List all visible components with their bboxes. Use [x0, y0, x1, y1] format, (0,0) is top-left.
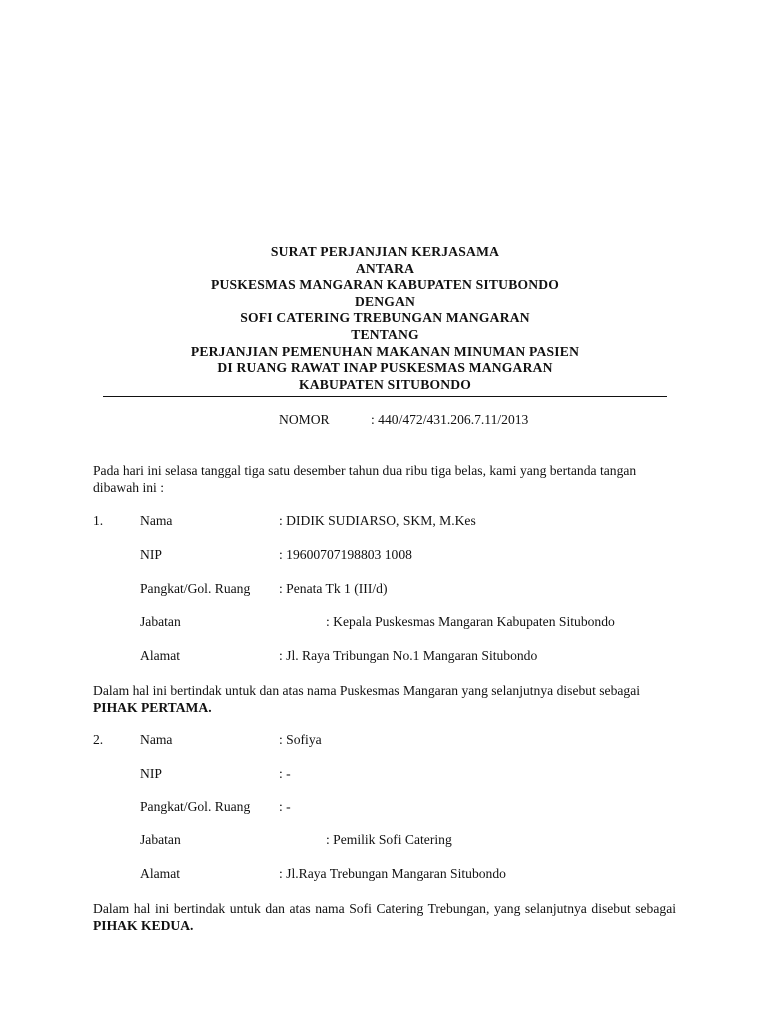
party2-position-label: Jabatan: [140, 832, 181, 847]
party1-address-label: Alamat: [140, 648, 181, 663]
title-line: SURAT PERJANJIAN KERJASAMA: [270, 244, 500, 259]
party1-rank-value: : Penata Tk 1 (III/d): [279, 581, 388, 596]
party1-position-value: : Kepala Puskesmas Mangaran Kabupaten Situbondo: [326, 614, 615, 629]
party2-address-label: Alamat: [140, 866, 181, 881]
party2-address-value: : Jl.Raya Trebungan Mangaran Situbondo: [279, 866, 506, 881]
party1-position-label: Jabatan: [140, 614, 181, 629]
title-line: DI RUANG RAWAT INAP PUSKESMAS MANGARAN: [217, 360, 553, 376]
title-underline: [103, 396, 667, 397]
title-line: PERJANJIAN PEMENUHAN MAKANAN MINUMAN PASIEN: [190, 343, 580, 359]
party2-statement: [93, 900, 676, 934]
party2-statement-text: Dalam hal ini bertindak untuk dan atas nama Sofi Catering Trebungan, yang selanjutnya disebut sebagai: [93, 901, 676, 916]
nomor-label: NOMOR: [279, 412, 330, 427]
party1-role: PIHAK PERTAMA.: [93, 700, 212, 715]
party1-name-label: Nama: [140, 513, 173, 528]
party2-rank-value: : -: [279, 799, 291, 814]
party2-nip-value: : -: [279, 766, 291, 781]
party1-address-value: : Jl. Raya Tribungan No.1 Mangaran Situbondo: [279, 648, 538, 663]
intro-paragraph: Pada hari ini selasa tanggal tiga satu desember tahun dua ribu tiga belas, kami yang bertanda tangan dibawah ini :: [93, 463, 637, 495]
title-line: PUSKESMAS MANGARAN KABUPATEN SITUBONDO: [210, 277, 560, 293]
title-line: TENTANG: [351, 326, 419, 342]
party2-rank-label: Pangkat/Gol. Ruang: [140, 799, 251, 814]
document-title: [103, 244, 667, 393]
party1-statement-text: Dalam hal ini bertindak untuk dan atas nama Puskesmas Mangaran yang selanjutnya disebut sebagai: [93, 683, 641, 698]
party2-name-label: Nama: [140, 732, 173, 747]
party2-name-value: : Sofiya: [279, 732, 322, 747]
title-line: DENGAN: [354, 293, 416, 309]
title-line: KABUPATEN SITUBONDO: [298, 376, 472, 392]
party1-statement: [93, 682, 676, 716]
party1-rank-label: Pangkat/Gol. Ruang: [140, 581, 251, 596]
party1-nip-value: : 19600707198803 1008: [279, 547, 412, 562]
party2-nip-label: NIP: [140, 766, 162, 781]
nomor-value: : 440/472/431.206.7.11/2013: [371, 412, 529, 427]
party2-position-value: : Pemilik Sofi Catering: [326, 832, 452, 847]
title-line: ANTARA: [355, 260, 415, 276]
party2-number: 2.: [93, 732, 104, 747]
party2-role: PIHAK KEDUA.: [93, 918, 194, 933]
party1-nip-label: NIP: [140, 547, 162, 562]
party1-name-value: : DIDIK SUDIARSO, SKM, M.Kes: [279, 513, 476, 528]
title-line: SOFI CATERING TREBUNGAN MANGARAN: [240, 310, 530, 326]
party1-number: 1.: [93, 513, 104, 528]
